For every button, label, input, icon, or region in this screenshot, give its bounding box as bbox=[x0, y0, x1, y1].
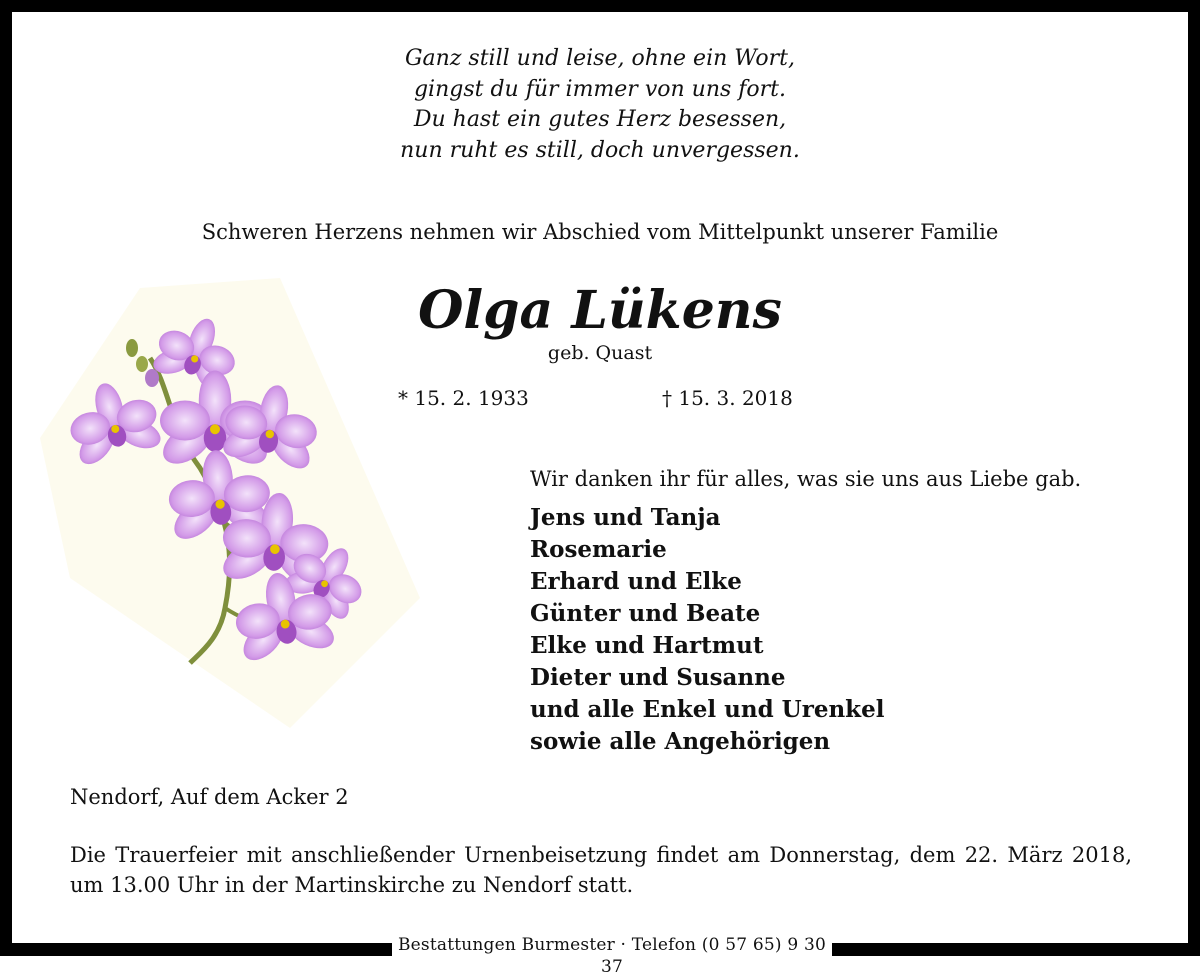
family-address: Nendorf, Auf dem Acker 2 bbox=[70, 785, 349, 809]
mourner-entry: sowie alle Angehörigen bbox=[530, 728, 831, 755]
farewell-intro: Schweren Herzens nehmen wir Abschied vom Mittelpunkt unserer Familie bbox=[201, 220, 999, 244]
birth-name: geb. Quast bbox=[547, 342, 653, 364]
footer-rule-left bbox=[0, 943, 392, 956]
poem-line: nun ruht es still, doch unvergessen. bbox=[400, 137, 800, 163]
mourner-entry: Dieter und Susanne bbox=[530, 664, 786, 691]
footer-rule-right bbox=[832, 943, 1200, 956]
memorial-poem bbox=[300, 44, 900, 166]
orchid-flower-image bbox=[30, 278, 430, 728]
death-date: † 15. 3. 2018 bbox=[662, 386, 793, 410]
poem-line: Ganz still und leise, ohne ein Wort, bbox=[404, 46, 795, 71]
undertaker-footer: Bestattungen Burmester · Telefon (0 57 65) 9 30 37 bbox=[397, 935, 827, 977]
mourner-entry: und alle Enkel und Urenkel bbox=[530, 696, 885, 723]
mourner-entry: Jens und Tanja bbox=[530, 504, 721, 531]
birth-date: * 15. 2. 1933 bbox=[398, 386, 529, 410]
poem-line: Du hast ein gutes Herz besessen, bbox=[413, 107, 787, 132]
poem-line: gingst du für immer von uns fort. bbox=[413, 76, 787, 102]
mourner-entry: Rosemarie bbox=[530, 536, 667, 563]
deceased-name: Olga Lükens bbox=[418, 280, 782, 341]
funeral-service-notice: Die Trauerfeier mit anschließender Urnenbeisetzung findet am Donnerstag, dem 22. März 2018, um 13.00 Uhr in der Martinskirche zu Nendorf statt. bbox=[70, 843, 1132, 897]
mourner-entry: Günter und Beate bbox=[530, 600, 761, 627]
mourner-entry: Erhard und Elke bbox=[530, 568, 742, 595]
thanks-line: Wir danken ihr für alles, was sie uns aus Liebe gab. bbox=[530, 467, 1082, 491]
mourner-entry: Elke und Hartmut bbox=[530, 632, 764, 659]
mourners-list bbox=[530, 502, 885, 758]
